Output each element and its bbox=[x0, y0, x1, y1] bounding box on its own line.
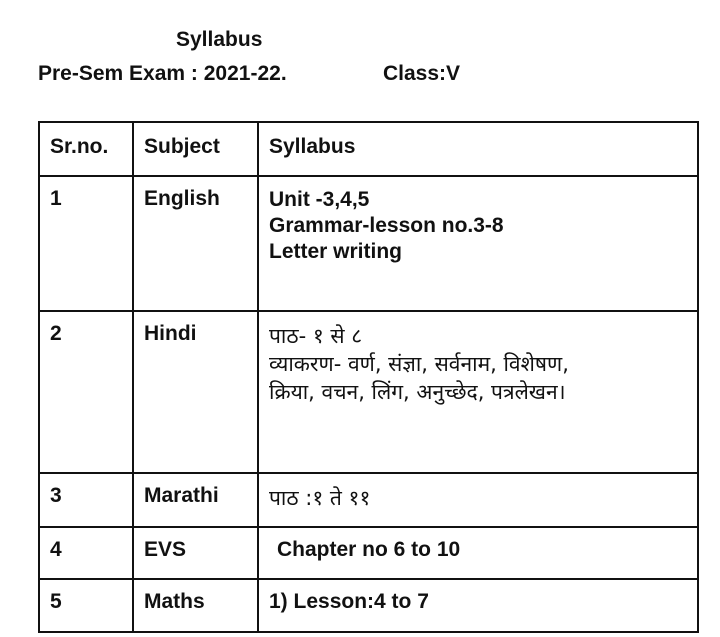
cell-syllabus bbox=[258, 473, 698, 527]
table-header-row bbox=[39, 122, 698, 176]
syllabus-line: पाठ :१ ते ११ bbox=[269, 486, 371, 510]
cell-srno: 3 bbox=[39, 473, 133, 527]
cell-subject: Marathi bbox=[133, 473, 258, 527]
cell-syllabus bbox=[258, 527, 698, 579]
cell-subject: EVS bbox=[133, 527, 258, 579]
cell-syllabus bbox=[258, 176, 698, 311]
page-title: Syllabus bbox=[176, 28, 263, 51]
cell-srno: 5 bbox=[39, 579, 133, 632]
syllabus-line: 1) Lesson:4 to 7 bbox=[269, 590, 429, 613]
cell-srno: 2 bbox=[39, 311, 133, 473]
table-row bbox=[39, 311, 698, 473]
syllabus-line: व्याकरण- वर्ण, संज्ञा, सर्वनाम, विशेषण, bbox=[269, 352, 569, 376]
syllabus-line: पाठ- १ से ८ bbox=[269, 324, 363, 348]
exam-name: Pre-Sem Exam : 2021-22. bbox=[38, 62, 287, 85]
table-row bbox=[39, 176, 698, 311]
cell-subject: Maths bbox=[133, 579, 258, 632]
table-row bbox=[39, 579, 698, 632]
table-row bbox=[39, 473, 698, 527]
cell-subject: Hindi bbox=[133, 311, 258, 473]
syllabus-line: क्रिया, वचन, लिंग, अनुच्छेद, पत्रलेखन। bbox=[269, 380, 566, 404]
column-header-srno: Sr.no. bbox=[39, 122, 133, 176]
syllabus-line: Unit -3,4,5 bbox=[269, 188, 370, 211]
syllabus-line: Chapter no 6 to 10 bbox=[277, 538, 461, 561]
class-label: Class:V bbox=[383, 62, 461, 85]
cell-subject: English bbox=[133, 176, 258, 311]
syllabus-table bbox=[38, 121, 699, 633]
exam-line bbox=[38, 62, 461, 86]
cell-syllabus bbox=[258, 579, 698, 632]
syllabus-line: Letter writing bbox=[269, 240, 403, 263]
column-header-subject: Subject bbox=[133, 122, 258, 176]
cell-syllabus bbox=[258, 311, 698, 473]
column-header-syllabus: Syllabus bbox=[258, 122, 698, 176]
syllabus-line: Grammar-lesson no.3-8 bbox=[269, 214, 504, 237]
cell-srno: 1 bbox=[39, 176, 133, 311]
cell-srno: 4 bbox=[39, 527, 133, 579]
table-row bbox=[39, 527, 698, 579]
